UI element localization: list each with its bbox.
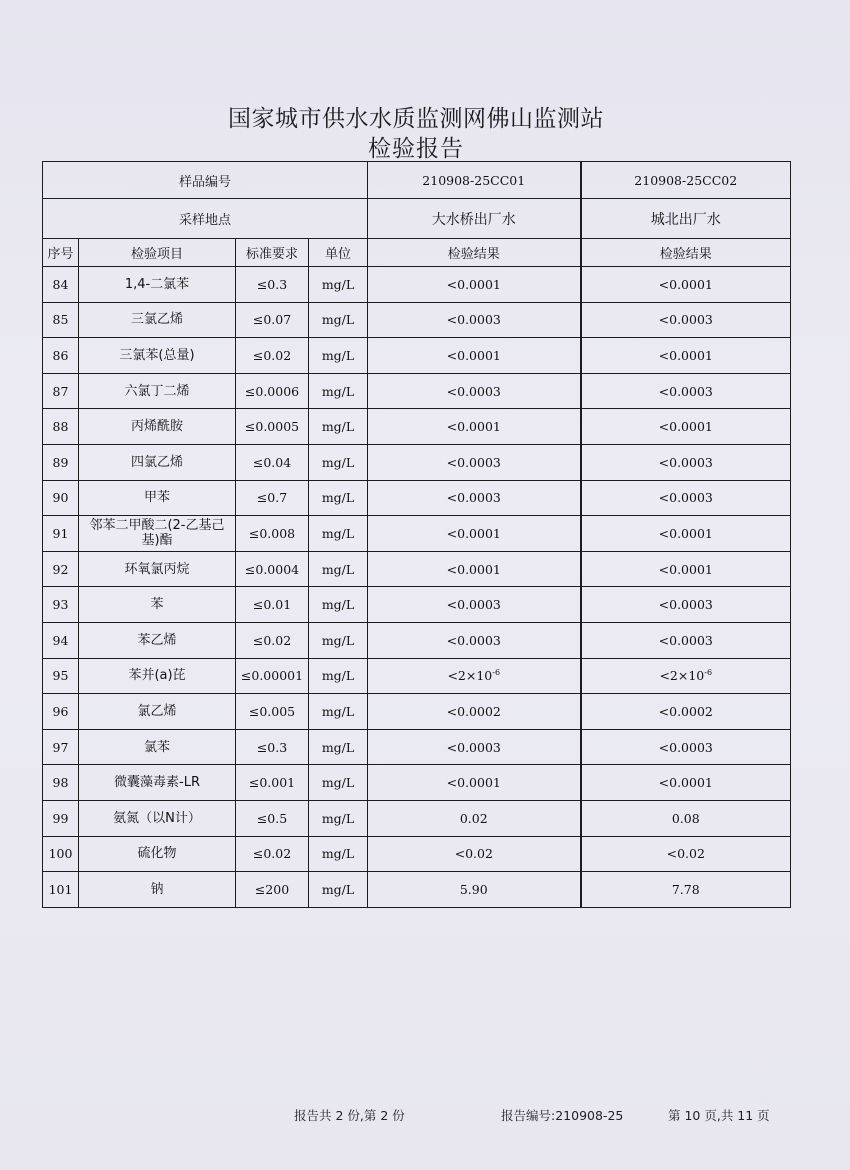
- row-result-1: [368, 338, 581, 374]
- row-result-2: [581, 409, 791, 445]
- table-row: [43, 872, 791, 908]
- footer-page-number: 第 10 页,共 11 页: [668, 1108, 770, 1123]
- result-value: <2×10: [659, 668, 705, 684]
- table-row: [43, 800, 791, 836]
- result-value: <0.0003: [658, 312, 713, 328]
- row-result-1: [368, 622, 581, 658]
- row-result-2: [581, 444, 791, 480]
- row-item-label: 氯乙烯: [137, 703, 177, 719]
- row-index: 92: [43, 551, 79, 587]
- table-row: [43, 587, 791, 623]
- row-unit: mg/L: [309, 694, 368, 730]
- row-standard: ≤0.07: [236, 302, 309, 338]
- table-row: [43, 551, 791, 587]
- row-item-name: [79, 444, 236, 480]
- row-result-1: [368, 551, 581, 587]
- column-header-row: [43, 239, 791, 267]
- result-value: <0.0001: [446, 347, 501, 363]
- result-value: <0.0003: [658, 739, 713, 755]
- row-item-label: 环氧氯丙烷: [124, 561, 190, 577]
- row-index: 96: [43, 694, 79, 730]
- result-value: <0.0003: [446, 383, 501, 399]
- result-value: <0.0003: [446, 312, 501, 328]
- sampling-location-label: 采样地点: [43, 199, 368, 239]
- row-item-label: 氨氮（以N计）: [113, 810, 201, 826]
- row-result-1: [368, 694, 581, 730]
- row-item-label: 六氯丁二烯: [124, 383, 190, 399]
- table-row: [43, 729, 791, 765]
- result-value: <0.0003: [658, 597, 713, 613]
- row-item-label: 1,4-二氯苯: [124, 276, 190, 292]
- row-item-name: [79, 622, 236, 658]
- table-row: [43, 409, 791, 445]
- row-standard: ≤0.04: [236, 444, 309, 480]
- row-result-2: [581, 800, 791, 836]
- result-value: <0.0001: [446, 525, 501, 541]
- row-unit: mg/L: [309, 836, 368, 872]
- row-unit: mg/L: [309, 516, 368, 552]
- table-row: [43, 480, 791, 516]
- table-row: [43, 302, 791, 338]
- result-value: <0.0003: [658, 383, 713, 399]
- result-value: 5.90: [459, 881, 488, 897]
- row-unit: mg/L: [309, 729, 368, 765]
- row-result-2: [581, 302, 791, 338]
- row-standard: ≤0.02: [236, 338, 309, 374]
- sampling-location-row: [43, 199, 791, 239]
- col-header-item: 检验项目: [79, 239, 236, 267]
- row-index: 97: [43, 729, 79, 765]
- row-result-2: [581, 480, 791, 516]
- row-item-label: 苯乙烯: [137, 632, 177, 648]
- table-row: [43, 694, 791, 730]
- row-result-2: [581, 872, 791, 908]
- row-item-name: [79, 729, 236, 765]
- table-row: [43, 516, 791, 552]
- row-unit: mg/L: [309, 800, 368, 836]
- row-index: 101: [43, 872, 79, 908]
- sampling-location-2: 城北出厂水: [581, 199, 791, 239]
- row-unit: mg/L: [309, 765, 368, 801]
- row-unit: mg/L: [309, 302, 368, 338]
- row-item-name: [79, 836, 236, 872]
- row-result-2: [581, 729, 791, 765]
- row-result-2: [581, 836, 791, 872]
- row-result-2: [581, 658, 791, 694]
- row-item-name: [79, 551, 236, 587]
- result-value: <0.0001: [446, 276, 501, 292]
- result-value: <0.0003: [446, 490, 501, 506]
- row-item-name: [79, 338, 236, 374]
- row-result-1: [368, 658, 581, 694]
- table-row: [43, 622, 791, 658]
- row-index: 100: [43, 836, 79, 872]
- row-item-label: 四氯乙烯: [130, 454, 183, 470]
- row-result-1: [368, 373, 581, 409]
- row-index: 99: [43, 800, 79, 836]
- report-title: 国家城市供水水质监测网佛山监测站: [228, 106, 604, 132]
- row-unit: mg/L: [309, 872, 368, 908]
- row-item-name: [79, 587, 236, 623]
- row-item-name: [79, 409, 236, 445]
- row-item-name: [79, 516, 236, 552]
- row-item-label: 丙烯酰胺: [130, 419, 183, 435]
- result-value: 7.78: [671, 881, 700, 897]
- result-value: <0.0003: [446, 632, 501, 648]
- row-unit: mg/L: [309, 267, 368, 303]
- row-result-1: [368, 836, 581, 872]
- result-value: <0.0001: [658, 561, 713, 577]
- row-index: 93: [43, 587, 79, 623]
- result-value: <0.0001: [446, 775, 501, 791]
- row-standard: ≤0.00001: [236, 658, 309, 694]
- result-value: <0.0002: [658, 703, 713, 719]
- row-index: 88: [43, 409, 79, 445]
- result-value: 0.08: [671, 810, 700, 826]
- result-value: <0.0003: [446, 597, 501, 613]
- result-value: <0.0003: [446, 739, 501, 755]
- row-standard: ≤0.01: [236, 587, 309, 623]
- table-row: [43, 373, 791, 409]
- col-header-result-1: 检验结果: [368, 239, 581, 267]
- row-item-name: [79, 694, 236, 730]
- result-value: <0.0001: [658, 525, 713, 541]
- row-item-label: 甲苯: [143, 490, 170, 506]
- row-item-label: 硫化物: [137, 846, 177, 862]
- table-row: [43, 267, 791, 303]
- row-result-2: [581, 587, 791, 623]
- table-row: [43, 765, 791, 801]
- col-header-index: 序号: [43, 239, 79, 267]
- footer-report-number: 报告编号:210908-25: [501, 1108, 624, 1123]
- row-item-label: 苯: [150, 597, 164, 613]
- row-result-1: [368, 480, 581, 516]
- result-value: <0.0003: [658, 632, 713, 648]
- row-item-name: [79, 373, 236, 409]
- row-result-1: [368, 267, 581, 303]
- footer-copies: 报告共 2 份,第 2 份: [294, 1108, 405, 1123]
- result-value: <0.0001: [446, 561, 501, 577]
- row-standard: ≤0.02: [236, 622, 309, 658]
- row-index: 91: [43, 516, 79, 552]
- row-item-name: [79, 302, 236, 338]
- row-result-1: [368, 444, 581, 480]
- sample-number-row: [43, 162, 791, 199]
- col-header-unit: 单位: [309, 239, 368, 267]
- row-result-1: [368, 872, 581, 908]
- row-index: 89: [43, 444, 79, 480]
- row-unit: mg/L: [309, 373, 368, 409]
- results-table: [42, 161, 791, 908]
- result-value: <0.0001: [658, 775, 713, 791]
- row-unit: mg/L: [309, 622, 368, 658]
- row-unit: mg/L: [309, 338, 368, 374]
- row-standard: ≤0.001: [236, 765, 309, 801]
- row-item-label: 钠: [150, 881, 164, 897]
- row-index: 85: [43, 302, 79, 338]
- row-item-label: 三氯苯(总量): [119, 347, 195, 363]
- row-item-name: [79, 267, 236, 303]
- sample-number-1: 210908-25CC01: [368, 162, 581, 199]
- row-index: 95: [43, 658, 79, 694]
- result-value: <0.0001: [658, 419, 713, 435]
- row-result-2: [581, 694, 791, 730]
- result-exponent: -6: [704, 668, 713, 678]
- row-unit: mg/L: [309, 409, 368, 445]
- row-item-label: 氯苯: [143, 739, 170, 755]
- row-item-name: [79, 480, 236, 516]
- result-value: <2×10: [447, 668, 493, 684]
- row-index: 86: [43, 338, 79, 374]
- result-value: 0.02: [459, 810, 488, 826]
- row-item-label: 苯并(a)芘: [128, 668, 186, 684]
- sample-number-label: 样品编号: [43, 162, 368, 199]
- row-result-1: [368, 302, 581, 338]
- row-item-name: [79, 658, 236, 694]
- row-result-2: [581, 267, 791, 303]
- result-value: <0.0001: [446, 419, 501, 435]
- row-item-name: [79, 872, 236, 908]
- row-standard: ≤0.0006: [236, 373, 309, 409]
- sampling-location-1: 大水桥出厂水: [368, 199, 581, 239]
- report-subtitle: 检验报告: [368, 136, 464, 162]
- row-unit: mg/L: [309, 587, 368, 623]
- result-value: <0.0003: [658, 490, 713, 506]
- row-unit: mg/L: [309, 551, 368, 587]
- result-value: <0.0001: [658, 347, 713, 363]
- row-item-label: 三氯乙烯: [130, 312, 183, 328]
- table-row: [43, 444, 791, 480]
- row-standard: ≤0.3: [236, 729, 309, 765]
- row-unit: mg/L: [309, 480, 368, 516]
- table-row: [43, 836, 791, 872]
- row-standard: ≤0.0005: [236, 409, 309, 445]
- row-standard: ≤200: [236, 872, 309, 908]
- result-value: <0.0001: [658, 276, 713, 292]
- row-result-1: [368, 765, 581, 801]
- row-result-2: [581, 551, 791, 587]
- row-standard: ≤0.02: [236, 836, 309, 872]
- row-standard: ≤0.5: [236, 800, 309, 836]
- row-index: 90: [43, 480, 79, 516]
- row-item-label: 邻苯二甲酸二(2-乙基己基)酯: [89, 518, 225, 549]
- result-exponent: -6: [492, 668, 501, 678]
- row-result-1: [368, 729, 581, 765]
- row-item-name: [79, 800, 236, 836]
- result-value: <0.0002: [446, 703, 501, 719]
- col-header-standard: 标准要求: [236, 239, 309, 267]
- row-result-2: [581, 516, 791, 552]
- row-item-name: [79, 765, 236, 801]
- row-unit: mg/L: [309, 444, 368, 480]
- row-standard: ≤0.3: [236, 267, 309, 303]
- row-unit: mg/L: [309, 658, 368, 694]
- col-header-result-2: 检验结果: [581, 239, 791, 267]
- row-result-2: [581, 373, 791, 409]
- row-standard: ≤0.7: [236, 480, 309, 516]
- row-index: 87: [43, 373, 79, 409]
- row-standard: ≤0.005: [236, 694, 309, 730]
- table-row: [43, 338, 791, 374]
- sample-number-2: 210908-25CC02: [581, 162, 791, 199]
- result-value: <0.02: [666, 846, 705, 862]
- result-value: <0.0003: [446, 454, 501, 470]
- row-result-1: [368, 409, 581, 445]
- row-result-1: [368, 587, 581, 623]
- row-result-2: [581, 622, 791, 658]
- row-standard: ≤0.008: [236, 516, 309, 552]
- row-index: 94: [43, 622, 79, 658]
- row-index: 98: [43, 765, 79, 801]
- result-value: <0.0003: [658, 454, 713, 470]
- row-result-2: [581, 765, 791, 801]
- row-result-1: [368, 800, 581, 836]
- row-standard: ≤0.0004: [236, 551, 309, 587]
- row-index: 84: [43, 267, 79, 303]
- row-item-label: 微囊藻毒素-LR: [114, 775, 200, 791]
- result-value: <0.02: [454, 846, 493, 862]
- row-result-1: [368, 516, 581, 552]
- row-result-2: [581, 338, 791, 374]
- table-row: [43, 658, 791, 694]
